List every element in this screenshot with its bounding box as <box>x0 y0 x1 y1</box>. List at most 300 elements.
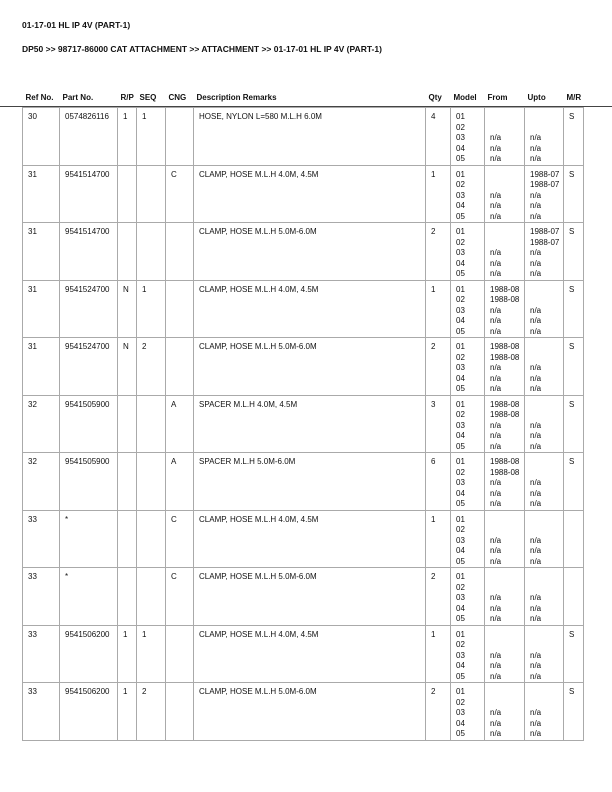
cell-rp <box>118 395 137 453</box>
cell-ref: 31 <box>23 165 60 223</box>
cell-cng: C <box>166 165 194 223</box>
cell-from <box>485 338 525 396</box>
upto-line <box>530 353 560 364</box>
cell-upto <box>525 338 564 396</box>
upto-line: n/a <box>530 708 542 717</box>
column-header: CNG <box>168 93 187 102</box>
cell-model <box>451 568 485 626</box>
cell-from <box>485 395 525 453</box>
cell-from <box>485 683 525 741</box>
upto-line: n/a <box>530 556 542 566</box>
model-line: 01 <box>456 687 465 696</box>
from-line: n/a <box>490 431 502 440</box>
table-row <box>23 625 584 683</box>
upto-line: n/a <box>530 326 542 336</box>
model-line: 05 <box>456 154 465 163</box>
cell-upto <box>525 625 564 683</box>
model-line: 04 <box>456 546 465 555</box>
cell-seq: 2 <box>137 683 166 741</box>
from-line: n/a <box>490 201 502 210</box>
cell-mr: S <box>564 683 584 741</box>
cell-from <box>485 280 525 338</box>
cell-from <box>485 568 525 626</box>
from-line: n/a <box>490 499 502 508</box>
cell-rp <box>118 165 137 223</box>
upto-line: n/a <box>530 488 542 498</box>
model-line: 02 <box>456 525 465 534</box>
cell-qty: 1 <box>426 625 451 683</box>
cell-cng: C <box>166 510 194 568</box>
upto-line <box>530 640 560 651</box>
cell-from <box>485 510 525 568</box>
upto-line: n/a <box>530 133 542 142</box>
cell-rp <box>118 510 137 568</box>
upto-line <box>530 457 560 468</box>
model-line: 03 <box>456 478 465 487</box>
model-line: 05 <box>456 556 465 566</box>
upto-line: n/a <box>530 718 542 728</box>
cell-ref: 31 <box>23 338 60 396</box>
cell-model <box>451 453 485 511</box>
from-line: n/a <box>490 316 502 325</box>
column-header: M/R <box>566 93 582 102</box>
upto-line: n/a <box>530 269 542 278</box>
model-line: 05 <box>456 384 465 393</box>
from-line <box>490 227 521 238</box>
from-line: 1988-08 <box>490 352 520 362</box>
upto-line: n/a <box>530 248 542 257</box>
cell-ref: 31 <box>23 223 60 281</box>
cell-rp <box>118 568 137 626</box>
from-line: n/a <box>490 661 502 670</box>
from-line <box>490 583 521 594</box>
from-line <box>490 515 521 526</box>
column-header: Part No. <box>62 93 94 102</box>
from-line: 1988-08 <box>490 410 520 419</box>
cell-rp: N <box>118 338 137 396</box>
from-line: n/a <box>490 373 502 383</box>
from-line <box>490 630 521 641</box>
from-line: 1988-08 <box>490 342 520 351</box>
upto-line: n/a <box>530 535 542 545</box>
cell-qty: 2 <box>426 683 451 741</box>
upto-line <box>530 468 560 479</box>
cell-cng <box>166 223 194 281</box>
from-line: n/a <box>490 671 502 681</box>
upto-line: n/a <box>530 143 542 153</box>
from-line <box>490 572 521 583</box>
column-header: Ref No. <box>25 93 54 102</box>
cell-upto <box>525 395 564 453</box>
model-line: 05 <box>456 441 465 451</box>
cell-cng <box>166 338 194 396</box>
model-line: 01 <box>456 457 465 466</box>
cell-from <box>485 165 525 223</box>
cell-cng <box>166 108 194 166</box>
from-line: n/a <box>490 441 502 451</box>
model-line: 04 <box>456 316 465 325</box>
model-line: 02 <box>456 352 465 362</box>
cell-qty: 4 <box>426 108 451 166</box>
from-line: n/a <box>490 535 502 545</box>
model-line: 01 <box>456 227 465 236</box>
cell-cng: A <box>166 395 194 453</box>
cell-cng <box>166 280 194 338</box>
upto-line: n/a <box>530 650 542 660</box>
model-line: 05 <box>456 499 465 508</box>
from-line: 1988-08 <box>490 467 520 477</box>
from-line <box>490 525 521 536</box>
upto-line: n/a <box>530 305 542 315</box>
upto-line: n/a <box>530 441 542 451</box>
from-line: n/a <box>490 305 502 315</box>
from-line: n/a <box>490 729 502 738</box>
upto-line: n/a <box>530 499 542 508</box>
from-line: n/a <box>490 478 502 487</box>
model-line: 03 <box>456 133 465 142</box>
cell-mr: S <box>564 625 584 683</box>
table-row <box>23 453 584 511</box>
upto-line: n/a <box>530 316 542 325</box>
cell-mr: S <box>564 453 584 511</box>
cell-seq: 1 <box>137 625 166 683</box>
cell-mr: S <box>564 280 584 338</box>
cell-part: * <box>60 510 118 568</box>
cell-rp: N <box>118 280 137 338</box>
from-line: n/a <box>490 556 502 566</box>
from-line <box>490 687 521 698</box>
cell-desc: CLAMP, HOSE M.L.H 4.0M, 4.5M <box>194 625 426 683</box>
upto-line: 1988-07 <box>530 169 560 179</box>
model-line: 04 <box>456 373 465 383</box>
model-line: 01 <box>456 284 465 294</box>
upto-line: n/a <box>530 384 542 393</box>
upto-line <box>530 285 560 296</box>
from-line: n/a <box>490 603 502 613</box>
upto-line: n/a <box>530 154 542 163</box>
cell-model <box>451 108 485 166</box>
cell-rp <box>118 453 137 511</box>
model-line: 04 <box>456 431 465 440</box>
cell-qty: 1 <box>426 510 451 568</box>
cell-upto <box>525 453 564 511</box>
upto-line <box>530 698 560 709</box>
cell-model <box>451 625 485 683</box>
cell-part: 9541524700 <box>60 280 118 338</box>
model-line: 03 <box>456 535 465 545</box>
from-line: 1988-08 <box>490 284 520 294</box>
cell-desc: CLAMP, HOSE M.L.H 4.0M, 4.5M <box>194 280 426 338</box>
cell-qty: 1 <box>426 165 451 223</box>
cell-part: 9541514700 <box>60 223 118 281</box>
cell-ref: 33 <box>23 683 60 741</box>
upto-line: n/a <box>530 603 542 613</box>
model-line: 05 <box>456 671 465 681</box>
model-line: 05 <box>456 326 465 336</box>
cell-part: 0574826116 <box>60 108 118 166</box>
cell-model <box>451 280 485 338</box>
upto-line: n/a <box>530 593 542 602</box>
model-line: 02 <box>456 467 465 477</box>
model-line: 02 <box>456 180 465 189</box>
cell-part: 9541505900 <box>60 453 118 511</box>
from-line: n/a <box>490 420 502 430</box>
table-row <box>23 395 584 453</box>
upto-line <box>530 525 560 536</box>
upto-line: n/a <box>530 211 542 221</box>
model-line: 04 <box>456 201 465 210</box>
from-line <box>490 698 521 709</box>
model-line: 02 <box>456 237 465 247</box>
cell-mr: S <box>564 108 584 166</box>
cell-model <box>451 510 485 568</box>
cell-part: 9541524700 <box>60 338 118 396</box>
cell-seq <box>137 165 166 223</box>
model-line: 01 <box>456 629 465 639</box>
cell-model <box>451 223 485 281</box>
column-header: Model <box>453 93 477 102</box>
model-line: 05 <box>456 211 465 221</box>
model-line: 02 <box>456 122 465 132</box>
cell-seq: 2 <box>137 338 166 396</box>
cell-part: 9541514700 <box>60 165 118 223</box>
from-line <box>490 123 521 134</box>
upto-line <box>530 630 560 641</box>
from-line <box>490 180 521 191</box>
column-header: SEQ <box>139 93 157 102</box>
page-title: 01-17-01 HL IP 4V (PART-1) <box>22 20 131 30</box>
upto-line: n/a <box>530 671 542 681</box>
upto-line: 1988-07 <box>530 180 560 189</box>
model-line: 03 <box>456 248 465 257</box>
model-line: 03 <box>456 305 465 315</box>
model-line: 01 <box>456 169 465 179</box>
from-line: 1988-08 <box>490 295 520 304</box>
from-line: n/a <box>490 154 502 163</box>
upto-line: n/a <box>530 546 542 555</box>
from-line: n/a <box>490 384 502 393</box>
cell-mr <box>564 510 584 568</box>
upto-line <box>530 112 560 123</box>
model-line: 01 <box>456 112 465 121</box>
upto-line <box>530 515 560 526</box>
cell-part: 9541505900 <box>60 395 118 453</box>
cell-cng <box>166 625 194 683</box>
cell-rp <box>118 223 137 281</box>
cell-desc: HOSE, NYLON L=580 M.L.H 6.0M <box>194 108 426 166</box>
cell-ref: 30 <box>23 108 60 166</box>
cell-upto <box>525 510 564 568</box>
column-header: From <box>487 93 508 102</box>
cell-part: 9541506200 <box>60 625 118 683</box>
upto-line <box>530 123 560 134</box>
cell-ref: 33 <box>23 510 60 568</box>
cell-part: * <box>60 568 118 626</box>
cell-upto <box>525 280 564 338</box>
upto-line <box>530 295 560 306</box>
cell-seq <box>137 510 166 568</box>
cell-mr: S <box>564 223 584 281</box>
cell-desc: CLAMP, HOSE M.L.H 4.0M, 4.5M <box>194 165 426 223</box>
table-row <box>23 280 584 338</box>
column-header: Description Remarks <box>196 93 277 102</box>
cell-desc: CLAMP, HOSE M.L.H 5.0M-6.0M <box>194 223 426 281</box>
cell-mr: S <box>564 395 584 453</box>
from-line: n/a <box>490 718 502 728</box>
model-line: 02 <box>456 640 465 649</box>
model-line: 04 <box>456 661 465 670</box>
model-line: 03 <box>456 593 465 602</box>
from-line: n/a <box>490 133 502 142</box>
upto-line <box>530 342 560 353</box>
cell-mr: S <box>564 338 584 396</box>
from-line: 1988-08 <box>490 457 520 466</box>
from-line: n/a <box>490 211 502 221</box>
model-line: 02 <box>456 410 465 419</box>
from-line: n/a <box>490 190 502 200</box>
from-line: 1988-08 <box>490 399 520 409</box>
model-line: 04 <box>456 258 465 268</box>
from-line <box>490 170 521 181</box>
upto-line <box>530 400 560 411</box>
from-line: n/a <box>490 258 502 268</box>
cell-upto <box>525 568 564 626</box>
cell-seq <box>137 395 166 453</box>
cell-qty: 2 <box>426 338 451 396</box>
upto-line: n/a <box>530 258 542 268</box>
parts-table <box>22 86 584 741</box>
upto-line <box>530 572 560 583</box>
table-row <box>23 683 584 741</box>
model-line: 02 <box>456 295 465 304</box>
cell-desc: SPACER M.L.H 4.0M, 4.5M <box>194 395 426 453</box>
cell-desc: CLAMP, HOSE M.L.H 5.0M-6.0M <box>194 338 426 396</box>
cell-upto <box>525 165 564 223</box>
cell-from <box>485 625 525 683</box>
cell-qty: 3 <box>426 395 451 453</box>
cell-seq: 1 <box>137 108 166 166</box>
from-line: n/a <box>490 593 502 602</box>
cell-cng <box>166 683 194 741</box>
upto-line: n/a <box>530 729 542 738</box>
cell-model <box>451 165 485 223</box>
model-line: 01 <box>456 342 465 351</box>
model-line: 01 <box>456 514 465 524</box>
cell-seq <box>137 453 166 511</box>
upto-line: n/a <box>530 201 542 210</box>
upto-line: 1988-07 <box>530 227 560 236</box>
upto-line <box>530 687 560 698</box>
cell-rp: 1 <box>118 108 137 166</box>
upto-line: n/a <box>530 420 542 430</box>
cell-model <box>451 395 485 453</box>
cell-qty: 6 <box>426 453 451 511</box>
upto-line: n/a <box>530 190 542 200</box>
cell-from <box>485 108 525 166</box>
upto-line <box>530 410 560 421</box>
model-line: 04 <box>456 143 465 153</box>
model-line: 03 <box>456 708 465 717</box>
cell-mr <box>564 568 584 626</box>
breadcrumb: DP50 >> 98717-86000 CAT ATTACHMENT >> ATTACHMENT >> 01-17-01 HL IP 4V (PART-1) <box>22 44 382 54</box>
table-row <box>23 108 584 166</box>
model-line: 05 <box>456 614 465 623</box>
from-line: n/a <box>490 269 502 278</box>
cell-qty: 2 <box>426 568 451 626</box>
cell-ref: 31 <box>23 280 60 338</box>
from-line: n/a <box>490 143 502 153</box>
upto-line: n/a <box>530 363 542 372</box>
upto-line: n/a <box>530 661 542 670</box>
cell-upto <box>525 223 564 281</box>
cell-from <box>485 453 525 511</box>
from-line <box>490 640 521 651</box>
model-line: 05 <box>456 269 465 278</box>
cell-upto <box>525 108 564 166</box>
cell-cng: C <box>166 568 194 626</box>
cell-desc: CLAMP, HOSE M.L.H 4.0M, 4.5M <box>194 510 426 568</box>
table-row <box>23 568 584 626</box>
from-line: n/a <box>490 488 502 498</box>
cell-desc: CLAMP, HOSE M.L.H 5.0M-6.0M <box>194 683 426 741</box>
cell-mr: S <box>564 165 584 223</box>
table-header <box>23 86 584 108</box>
table-row <box>23 223 584 281</box>
model-line: 02 <box>456 582 465 592</box>
upto-line: n/a <box>530 431 542 440</box>
cell-ref: 33 <box>23 625 60 683</box>
cell-model <box>451 338 485 396</box>
cell-seq: 1 <box>137 280 166 338</box>
cell-desc: CLAMP, HOSE M.L.H 5.0M-6.0M <box>194 568 426 626</box>
cell-ref: 32 <box>23 453 60 511</box>
cell-model <box>451 683 485 741</box>
column-header: Upto <box>527 93 546 102</box>
model-line: 01 <box>456 572 465 581</box>
model-line: 05 <box>456 729 465 738</box>
column-header: R/P <box>120 93 134 102</box>
cell-seq <box>137 223 166 281</box>
model-line: 03 <box>456 190 465 200</box>
model-line: 01 <box>456 399 465 409</box>
from-line: n/a <box>490 363 502 372</box>
from-line: n/a <box>490 546 502 555</box>
from-line <box>490 238 521 249</box>
cell-rp: 1 <box>118 683 137 741</box>
cell-qty: 2 <box>426 223 451 281</box>
cell-seq <box>137 568 166 626</box>
column-header: Qty <box>428 93 442 102</box>
model-line: 02 <box>456 697 465 707</box>
from-line: n/a <box>490 614 502 623</box>
cell-cng: A <box>166 453 194 511</box>
from-line: n/a <box>490 248 502 257</box>
upto-line <box>530 583 560 594</box>
upto-line: n/a <box>530 373 542 383</box>
from-line: n/a <box>490 708 502 717</box>
cell-from <box>485 223 525 281</box>
model-line: 03 <box>456 420 465 430</box>
cell-rp: 1 <box>118 625 137 683</box>
cell-desc: SPACER M.L.H 5.0M-6.0M <box>194 453 426 511</box>
model-line: 03 <box>456 363 465 372</box>
model-line: 04 <box>456 488 465 498</box>
table-row <box>23 338 584 396</box>
cell-upto <box>525 683 564 741</box>
upto-line: n/a <box>530 478 542 487</box>
table-row <box>23 510 584 568</box>
upto-line: n/a <box>530 614 542 623</box>
